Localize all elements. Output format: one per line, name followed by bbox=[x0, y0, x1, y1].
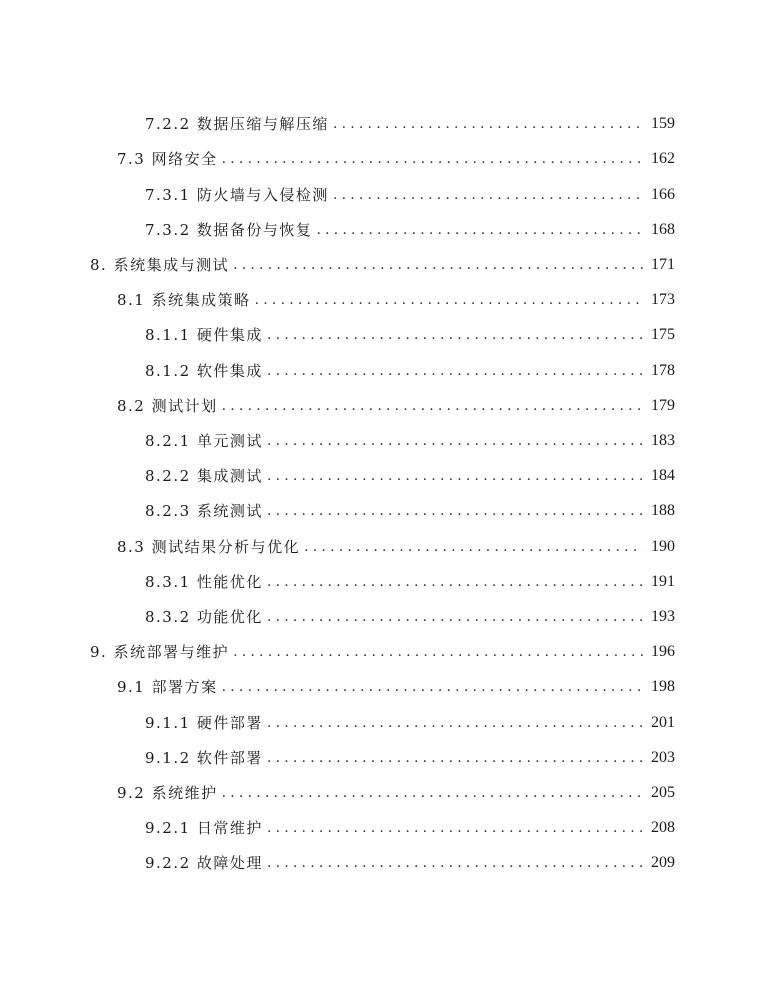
toc-entry[interactable] bbox=[145, 323, 675, 347]
toc-entry[interactable] bbox=[145, 183, 675, 207]
toc-page-number: 190 bbox=[651, 538, 675, 555]
toc-dot-leader bbox=[222, 675, 643, 699]
toc-dot-leader bbox=[267, 429, 643, 453]
toc-page-number: 171 bbox=[651, 256, 675, 273]
toc-entry-label: 8.1.2 软件集成 bbox=[145, 362, 263, 380]
toc-page-number: 162 bbox=[651, 150, 675, 167]
toc-entry[interactable] bbox=[145, 429, 675, 453]
toc-dot-leader bbox=[267, 816, 643, 840]
toc-entry-label: 8.3.1 性能优化 bbox=[145, 573, 263, 591]
toc-entry-label: 8. 系统集成与测试 bbox=[90, 256, 230, 274]
toc-entry[interactable] bbox=[145, 851, 675, 875]
toc-page-number: 184 bbox=[651, 467, 675, 484]
toc-page-number: 208 bbox=[651, 819, 675, 836]
toc-page-number: 188 bbox=[651, 502, 675, 519]
toc-dot-leader bbox=[316, 218, 643, 242]
toc-entry-label: 9. 系统部署与维护 bbox=[90, 643, 230, 661]
toc-entry[interactable] bbox=[117, 394, 675, 418]
toc-entry[interactable] bbox=[117, 147, 675, 171]
toc-entry[interactable] bbox=[90, 640, 675, 664]
toc-page-number: 205 bbox=[651, 784, 675, 801]
toc-page-number: 183 bbox=[651, 432, 675, 449]
toc-page-number: 193 bbox=[651, 608, 675, 625]
toc-entry-label: 8.2.3 系统测试 bbox=[145, 502, 263, 520]
toc-dot-leader bbox=[267, 851, 643, 875]
toc-entry-label: 8.2.2 集成测试 bbox=[145, 467, 263, 485]
toc-entry-label: 9.1 部署方案 bbox=[117, 678, 218, 696]
toc-entry[interactable] bbox=[145, 112, 675, 136]
toc-dot-leader bbox=[267, 499, 643, 523]
toc-entry[interactable] bbox=[117, 535, 675, 559]
toc-entry-label: 8.1.1 硬件集成 bbox=[145, 326, 263, 344]
toc-entry-label: 9.2.2 故障处理 bbox=[145, 854, 263, 872]
toc-entry[interactable] bbox=[117, 675, 675, 699]
toc-dot-leader bbox=[222, 781, 643, 805]
toc-dot-leader bbox=[222, 147, 643, 171]
toc-entry-label: 8.3 测试结果分析与优化 bbox=[117, 538, 301, 556]
toc-dot-leader bbox=[267, 605, 643, 629]
toc-entry-label: 7.2.2 数据压缩与解压缩 bbox=[145, 115, 329, 133]
toc-page-number: 179 bbox=[651, 397, 675, 414]
toc-page-number: 191 bbox=[651, 573, 675, 590]
toc-dot-leader bbox=[233, 640, 647, 664]
toc-entry-label: 8.3.2 功能优化 bbox=[145, 608, 263, 626]
toc-dot-leader bbox=[233, 253, 647, 277]
toc-page-number: 173 bbox=[651, 291, 675, 308]
toc-entry-label: 9.2.1 日常维护 bbox=[145, 819, 263, 837]
toc-entry[interactable] bbox=[145, 218, 675, 242]
toc-entry-label: 7.3 网络安全 bbox=[117, 150, 218, 168]
toc-page-number: 203 bbox=[651, 749, 675, 766]
toc-entry[interactable] bbox=[145, 816, 675, 840]
toc-entry-label: 7.3.1 防火墙与入侵检测 bbox=[145, 186, 329, 204]
toc-entry-label: 8.2 测试计划 bbox=[117, 397, 218, 415]
toc-entry-label: 8.2.1 单元测试 bbox=[145, 432, 263, 450]
toc-entry[interactable] bbox=[145, 746, 675, 770]
toc-page-number: 168 bbox=[651, 221, 675, 238]
toc-page-number: 178 bbox=[651, 362, 675, 379]
toc-entry[interactable] bbox=[117, 288, 675, 312]
toc-entry-label: 9.1.1 硬件部署 bbox=[145, 714, 263, 732]
toc-dot-leader bbox=[267, 711, 643, 735]
toc-entry-label: 9.2 系统维护 bbox=[117, 784, 218, 802]
toc-entry[interactable] bbox=[90, 253, 675, 277]
toc-dot-leader bbox=[267, 464, 643, 488]
toc-dot-leader bbox=[255, 288, 643, 312]
toc-entry[interactable] bbox=[145, 605, 675, 629]
toc-entry[interactable] bbox=[145, 359, 675, 383]
toc-dot-leader bbox=[333, 112, 643, 136]
toc-page-number: 198 bbox=[651, 678, 675, 695]
toc-page-number: 209 bbox=[651, 854, 675, 871]
toc-entry-label: 7.3.2 数据备份与恢复 bbox=[145, 221, 313, 239]
toc-entry[interactable] bbox=[145, 499, 675, 523]
toc-page-number: 175 bbox=[651, 326, 675, 343]
toc-entry[interactable] bbox=[145, 464, 675, 488]
toc-entry-label: 9.1.2 软件部署 bbox=[145, 749, 263, 767]
toc-entry[interactable] bbox=[145, 570, 675, 594]
toc-dot-leader bbox=[267, 359, 643, 383]
toc-dot-leader bbox=[222, 394, 643, 418]
toc-dot-leader bbox=[267, 746, 643, 770]
toc-entry[interactable] bbox=[145, 711, 675, 735]
toc-dot-leader bbox=[304, 535, 643, 559]
toc-page-number: 159 bbox=[651, 115, 675, 132]
toc-entry-label: 8.1 系统集成策略 bbox=[117, 291, 251, 309]
toc-dot-leader bbox=[333, 183, 643, 207]
toc-entry[interactable] bbox=[117, 781, 675, 805]
toc-page-number: 201 bbox=[651, 714, 675, 731]
toc-dot-leader bbox=[267, 323, 643, 347]
toc-page-number: 166 bbox=[651, 186, 675, 203]
toc-dot-leader bbox=[267, 570, 643, 594]
toc-page-number: 196 bbox=[651, 643, 675, 660]
